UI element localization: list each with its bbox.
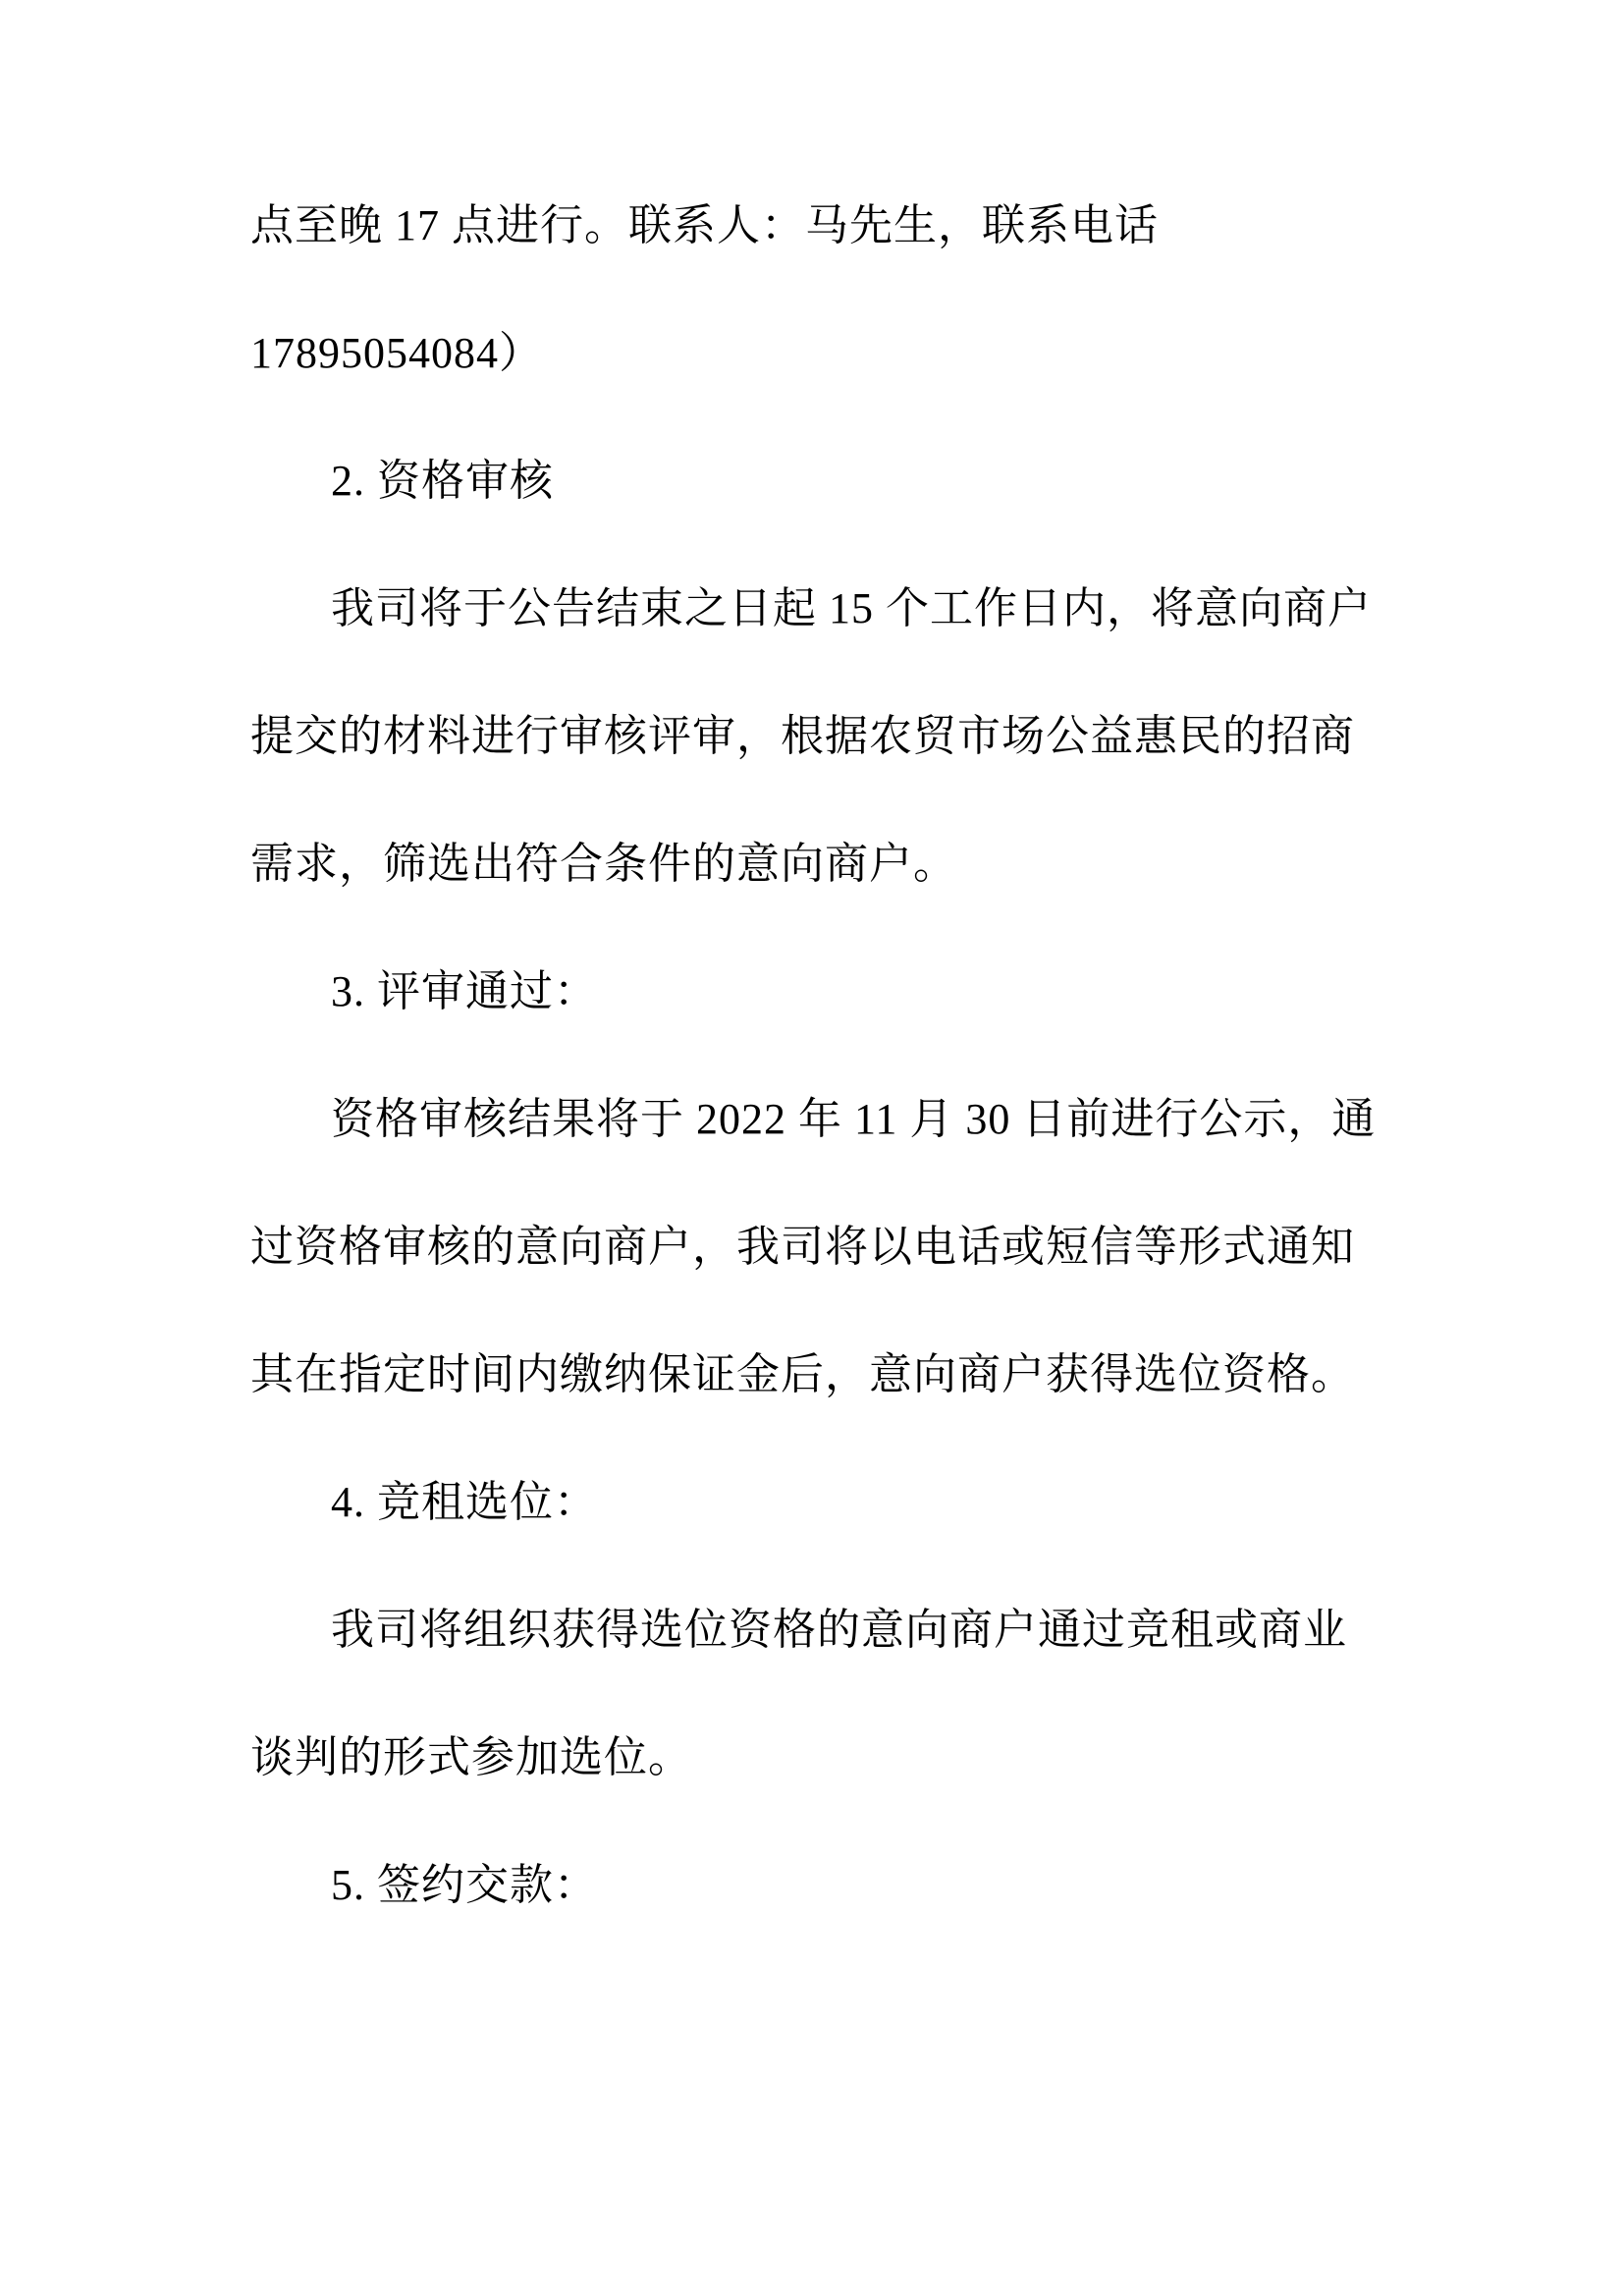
heading-line-review-passed: 3. 评审通过：: [331, 967, 598, 1015]
text-line-1: 点至晚 17 点进行。联系人：马先生，联系电话: [250, 201, 1159, 249]
document-body: [250, 162, 1375, 1949]
text-line-9: 过资格审核的意向商户，我司将以电话或短信等形式通知: [250, 1223, 1355, 1271]
text-line-12: 我司将组织获得选位资格的意向商户通过竞租或商业: [331, 1606, 1347, 1654]
heading-line-qualification-review: 2. 资格审核: [331, 457, 554, 505]
text-line-5: 提交的材料进行审核评审，根据农贸市场公益惠民的招商: [250, 712, 1355, 760]
text-line-13: 谈判的形式参加选位。: [250, 1733, 692, 1781]
text-line-2: 17895054084）: [250, 329, 543, 377]
text-line-6: 需求，筛选出符合条件的意向商户。: [250, 840, 957, 888]
text-line-4: 我司将于公告结束之日起 15 个工作日内，将意向商户: [331, 584, 1372, 632]
heading-line-bidding-selection: 4. 竞租选位：: [331, 1478, 598, 1526]
text-line-8: 资格审核结果将于 2022 年 11 月 30 日前进行公示，通: [331, 1095, 1377, 1143]
heading-line-sign-and-pay: 5. 签约交款：: [331, 1861, 598, 1909]
text-line-10: 其在指定时间内缴纳保证金后，意向商户获得选位资格。: [250, 1350, 1355, 1398]
